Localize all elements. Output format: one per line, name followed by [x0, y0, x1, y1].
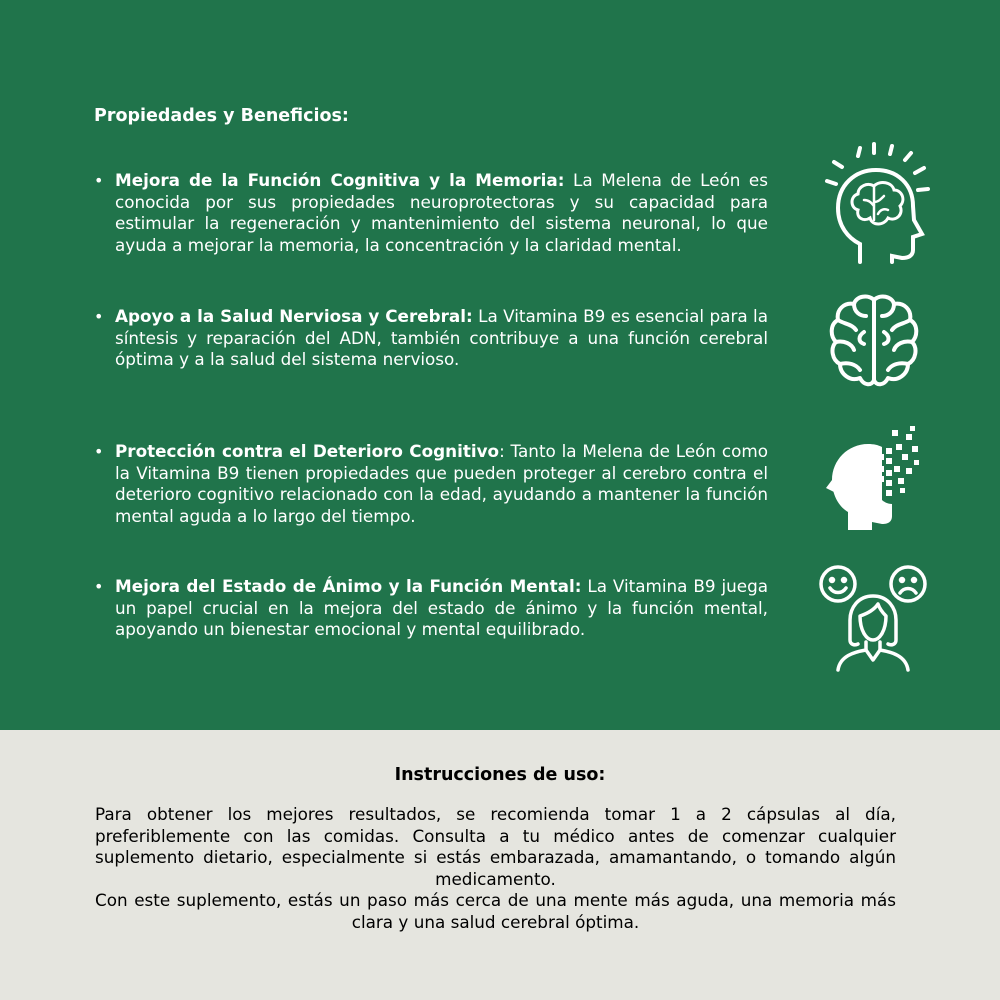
benefit-heading: Mejora del Estado de Ánimo y la Función Mental: — [115, 576, 582, 596]
bullet-icon: • — [94, 577, 104, 596]
benefit-item-mood — [94, 576, 768, 641]
head-brain-idea-icon — [818, 140, 938, 270]
benefit-heading: Mejora de la Función Cognitiva y la Memoria: — [115, 170, 565, 190]
benefit-body: La Vitamina B9 juega un papel crucial en la mejora del estado de ánimo y la función mental, apoyando un bienestar emocional y mental equilibrado. — [115, 576, 769, 639]
benefit-item-nervous-health — [94, 306, 768, 371]
benefit-body: La Vitamina B9 es esencial para la síntesis y reparación del ADN, también contribuye a una función cerebral óptima y a la salud del sistema nervioso. — [115, 306, 768, 369]
bullet-icon: • — [94, 171, 104, 190]
benefit-body: : Tanto la Melena de León como la Vitamina B9 tienen propiedades que pueden proteger al cerebro contra el deterioro cognitivo relacionado con la edad, ayudando a mantener la función mental aguda a lo largo del tiempo. — [115, 441, 768, 526]
benefit-body: La Melena de León es conocida por sus propiedades neuroprotectoras y su capacidad para estimular la regeneración y mantenimiento del sistema neuronal, lo que ayuda a mejorar la memoria, la concentración y la claridad mental. — [115, 170, 768, 255]
benefit-heading: Protección contra el Deterioro Cognitivo — [115, 441, 500, 461]
instructions-paragraph: Con este suplemento, estás un paso más cerca de una mente más aguda, una memoria más clara y una salud cerebral óptima. — [95, 890, 896, 932]
instructions-title: Instrucciones de uso: — [394, 765, 606, 785]
benefit-item-cognition — [94, 170, 768, 256]
instructions-body — [95, 804, 896, 933]
benefit-item-protection — [94, 441, 768, 527]
section-title: Propiedades y Beneficios: — [94, 106, 349, 126]
instructions-paragraph: Para obtener los mejores resultados, se recomienda tomar 1 a 2 cápsulas al día, preferiblemente con las comidas. Consulta a tu médico antes de comenzar cualquier suplemento dietario, especialmente si estás embarazada, amamantando, o tomando algún medicamento. — [95, 804, 896, 889]
benefit-heading: Apoyo a la Salud Nerviosa y Cerebral: — [115, 306, 473, 326]
bullet-icon: • — [94, 307, 104, 326]
bullet-icon: • — [94, 442, 104, 461]
brain-icon — [828, 292, 920, 390]
head-dissolving-icon — [826, 426, 922, 532]
mood-person-icon — [816, 560, 932, 672]
